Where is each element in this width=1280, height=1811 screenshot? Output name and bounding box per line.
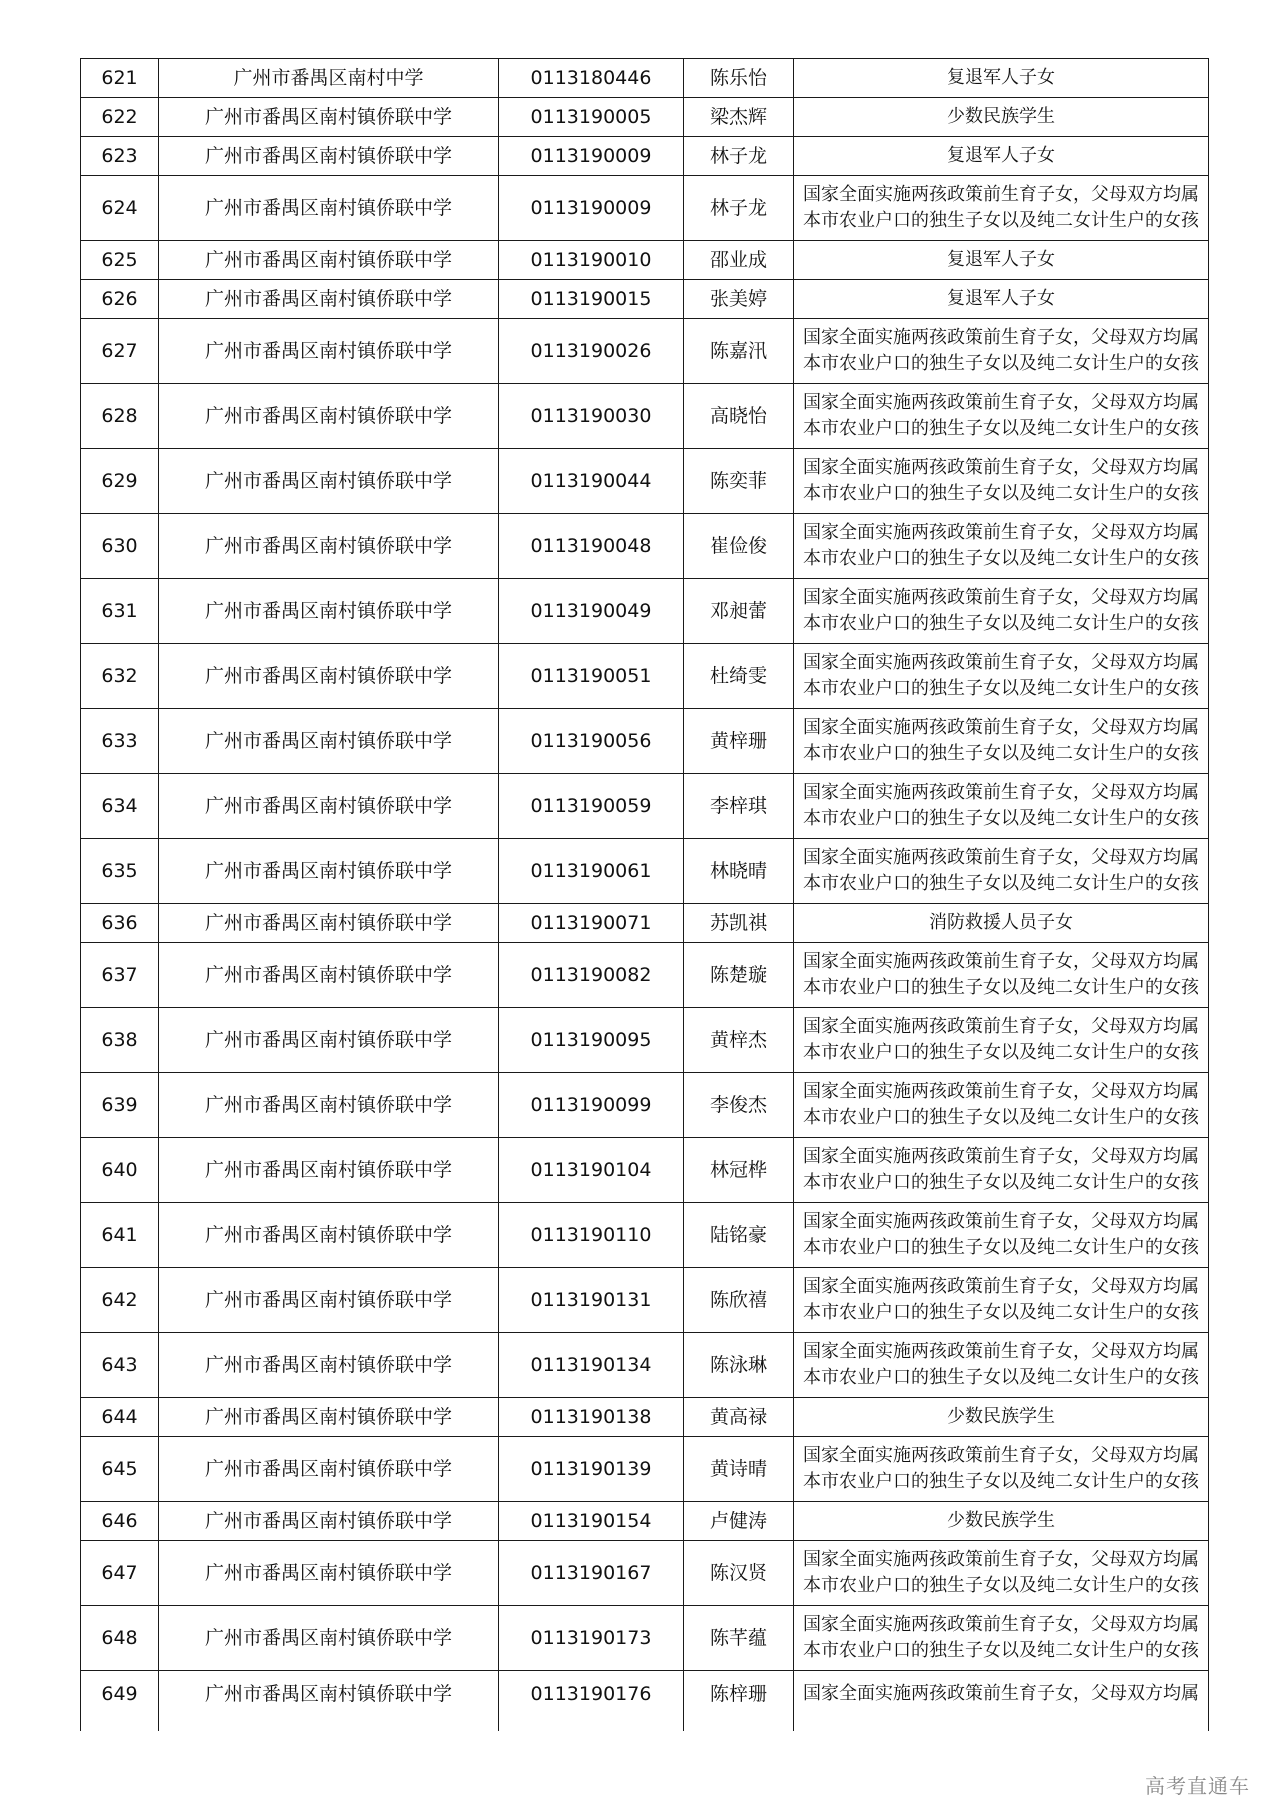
student-name-cell: 陈嘉汛 <box>684 319 794 384</box>
table-row <box>81 904 1209 943</box>
school-cell: 广州市番禺区南村镇侨联中学 <box>159 774 499 839</box>
student-id-cell: 0113190048 <box>499 514 684 579</box>
row-number-cell: 645 <box>81 1437 159 1502</box>
category-line: 国家全面实施两孩政策前生育子女，父母双方均属 <box>803 1549 1199 1570</box>
category-line: 国家全面实施两孩政策前生育子女，父母双方均属 <box>803 184 1199 205</box>
category-line: 本市农业户口的独生子女以及纯二女计生户的女孩 <box>803 743 1199 764</box>
table-row <box>81 280 1209 319</box>
row-number-cell: 635 <box>81 839 159 904</box>
category-line: 国家全面实施两孩政策前生育子女，父母双方均属 <box>803 951 1199 972</box>
table-row <box>81 644 1209 709</box>
student-name-cell: 黄梓杰 <box>684 1008 794 1073</box>
student-name-cell: 李俊杰 <box>684 1073 794 1138</box>
school-cell: 广州市番禺区南村镇侨联中学 <box>159 1606 499 1671</box>
school-cell: 广州市番禺区南村镇侨联中学 <box>159 1008 499 1073</box>
row-number-cell: 644 <box>81 1398 159 1437</box>
student-id-cell: 0113190026 <box>499 319 684 384</box>
category-line: 本市农业户口的独生子女以及纯二女计生户的女孩 <box>803 353 1199 374</box>
student-name-cell: 高晓怡 <box>684 384 794 449</box>
school-cell: 广州市番禺区南村镇侨联中学 <box>159 579 499 644</box>
table-row <box>81 943 1209 1008</box>
student-name-cell: 崔俭俊 <box>684 514 794 579</box>
school-cell: 广州市番禺区南村镇侨联中学 <box>159 904 499 943</box>
row-number-cell: 631 <box>81 579 159 644</box>
category-line: 少数民族学生 <box>947 1510 1055 1531</box>
category-line: 少数民族学生 <box>947 1406 1055 1427</box>
category-cell <box>794 1502 1209 1541</box>
category-cell <box>794 514 1209 579</box>
table-row <box>81 1671 1209 1732</box>
category-cell <box>794 1268 1209 1333</box>
row-number-cell: 638 <box>81 1008 159 1073</box>
student-id-cell: 0113190051 <box>499 644 684 709</box>
table-body <box>81 59 1209 1732</box>
table-row <box>81 514 1209 579</box>
school-cell: 广州市番禺区南村镇侨联中学 <box>159 280 499 319</box>
student-id-cell: 0113190099 <box>499 1073 684 1138</box>
student-name-cell: 杜绮雯 <box>684 644 794 709</box>
watermark: 高考直通车 <box>1145 1774 1250 1798</box>
student-id-cell: 0113190139 <box>499 1437 684 1502</box>
category-line: 本市农业户口的独生子女以及纯二女计生户的女孩 <box>803 1367 1199 1388</box>
student-name-cell: 邓昶蕾 <box>684 579 794 644</box>
table-row <box>81 1541 1209 1606</box>
category-line: 本市农业户口的独生子女以及纯二女计生户的女孩 <box>803 1640 1199 1661</box>
school-cell: 广州市番禺区南村镇侨联中学 <box>159 709 499 774</box>
school-cell: 广州市番禺区南村镇侨联中学 <box>159 1138 499 1203</box>
category-line: 少数民族学生 <box>947 106 1055 127</box>
student-name-cell: 陈奕菲 <box>684 449 794 514</box>
row-number-cell: 637 <box>81 943 159 1008</box>
student-name-cell: 陈楚璇 <box>684 943 794 1008</box>
category-line: 本市农业户口的独生子女以及纯二女计生户的女孩 <box>803 1172 1199 1193</box>
table-row <box>81 1398 1209 1437</box>
category-line: 本市农业户口的独生子女以及纯二女计生户的女孩 <box>803 1237 1199 1258</box>
category-cell <box>794 1541 1209 1606</box>
category-line: 本市农业户口的独生子女以及纯二女计生户的女孩 <box>803 873 1199 894</box>
category-cell <box>794 137 1209 176</box>
category-cell <box>794 1008 1209 1073</box>
table-row <box>81 449 1209 514</box>
table-row <box>81 1203 1209 1268</box>
row-number-cell: 624 <box>81 176 159 241</box>
student-name-cell: 陈芊蕴 <box>684 1606 794 1671</box>
category-line: 本市农业户口的独生子女以及纯二女计生户的女孩 <box>803 418 1199 439</box>
student-name-cell: 黄高禄 <box>684 1398 794 1437</box>
category-line: 本市农业户口的独生子女以及纯二女计生户的女孩 <box>803 1302 1199 1323</box>
school-cell: 广州市番禺区南村镇侨联中学 <box>159 1398 499 1437</box>
row-number-cell: 636 <box>81 904 159 943</box>
table-row <box>81 176 1209 241</box>
student-name-cell: 李梓琪 <box>684 774 794 839</box>
category-line: 复退军人子女 <box>947 249 1055 270</box>
row-number-cell: 627 <box>81 319 159 384</box>
category-cell <box>794 839 1209 904</box>
row-number-cell: 621 <box>81 59 159 98</box>
student-id-cell: 0113190131 <box>499 1268 684 1333</box>
table-row <box>81 1138 1209 1203</box>
category-cell <box>794 59 1209 98</box>
row-number-cell: 639 <box>81 1073 159 1138</box>
school-cell: 广州市番禺区南村镇侨联中学 <box>159 449 499 514</box>
school-cell: 广州市番禺区南村镇侨联中学 <box>159 98 499 137</box>
category-line: 本市农业户口的独生子女以及纯二女计生户的女孩 <box>803 613 1199 634</box>
school-cell: 广州市番禺区南村镇侨联中学 <box>159 514 499 579</box>
row-number-cell: 647 <box>81 1541 159 1606</box>
category-line: 本市农业户口的独生子女以及纯二女计生户的女孩 <box>803 483 1199 504</box>
category-line: 国家全面实施两孩政策前生育子女，父母双方均属 <box>803 1081 1199 1102</box>
table-row <box>81 1437 1209 1502</box>
student-name-cell: 邵业成 <box>684 241 794 280</box>
student-name-cell: 林子龙 <box>684 137 794 176</box>
student-id-cell: 0113190009 <box>499 176 684 241</box>
student-id-cell: 0113190059 <box>499 774 684 839</box>
table-row <box>81 1333 1209 1398</box>
student-id-cell: 0113190110 <box>499 1203 684 1268</box>
school-cell: 广州市番禺区南村镇侨联中学 <box>159 644 499 709</box>
school-cell: 广州市番禺区南村镇侨联中学 <box>159 241 499 280</box>
row-number-cell: 649 <box>81 1671 159 1732</box>
school-cell: 广州市番禺区南村镇侨联中学 <box>159 1437 499 1502</box>
admission-table <box>80 58 1209 1731</box>
table-row <box>81 1073 1209 1138</box>
school-cell: 广州市番禺区南村镇侨联中学 <box>159 839 499 904</box>
row-number-cell: 630 <box>81 514 159 579</box>
category-cell <box>794 1333 1209 1398</box>
category-cell <box>794 449 1209 514</box>
student-id-cell: 0113190176 <box>499 1671 684 1732</box>
student-name-cell: 林晓晴 <box>684 839 794 904</box>
category-line: 国家全面实施两孩政策前生育子女，父母双方均属 <box>803 1614 1199 1635</box>
student-id-cell: 0113190044 <box>499 449 684 514</box>
school-cell: 广州市番禺区南村镇侨联中学 <box>159 1333 499 1398</box>
row-number-cell: 633 <box>81 709 159 774</box>
category-line: 国家全面实施两孩政策前生育子女，父母双方均属 <box>803 1683 1199 1704</box>
category-line: 本市农业户口的独生子女以及纯二女计生户的女孩 <box>803 678 1199 699</box>
table-row <box>81 1606 1209 1671</box>
category-cell <box>794 644 1209 709</box>
category-cell <box>794 904 1209 943</box>
student-name-cell: 陈欣禧 <box>684 1268 794 1333</box>
category-line: 本市农业户口的独生子女以及纯二女计生户的女孩 <box>803 210 1199 231</box>
category-line: 国家全面实施两孩政策前生育子女，父母双方均属 <box>803 1445 1199 1466</box>
category-cell <box>794 280 1209 319</box>
student-id-cell: 0113190138 <box>499 1398 684 1437</box>
student-name-cell: 陆铭豪 <box>684 1203 794 1268</box>
category-cell <box>794 241 1209 280</box>
category-line: 复退军人子女 <box>947 67 1055 88</box>
category-cell <box>794 1073 1209 1138</box>
category-line: 本市农业户口的独生子女以及纯二女计生户的女孩 <box>803 1107 1199 1128</box>
student-name-cell: 张美婷 <box>684 280 794 319</box>
row-number-cell: 640 <box>81 1138 159 1203</box>
school-cell: 广州市番禺区南村镇侨联中学 <box>159 1203 499 1268</box>
table-row <box>81 59 1209 98</box>
category-cell <box>794 1138 1209 1203</box>
table-row <box>81 241 1209 280</box>
student-id-cell: 0113190061 <box>499 839 684 904</box>
category-cell <box>794 384 1209 449</box>
student-id-cell: 0113190010 <box>499 241 684 280</box>
category-line: 国家全面实施两孩政策前生育子女，父母双方均属 <box>803 847 1199 868</box>
category-line: 国家全面实施两孩政策前生育子女，父母双方均属 <box>803 1276 1199 1297</box>
student-name-cell: 陈汉贤 <box>684 1541 794 1606</box>
table-row <box>81 98 1209 137</box>
student-id-cell: 0113190173 <box>499 1606 684 1671</box>
school-cell: 广州市番禺区南村镇侨联中学 <box>159 384 499 449</box>
category-line: 本市农业户口的独生子女以及纯二女计生户的女孩 <box>803 1042 1199 1063</box>
student-id-cell: 0113190104 <box>499 1138 684 1203</box>
table-row <box>81 839 1209 904</box>
category-cell <box>794 98 1209 137</box>
table-row <box>81 1502 1209 1541</box>
school-cell: 广州市番禺区南村镇侨联中学 <box>159 1073 499 1138</box>
student-id-cell: 0113190071 <box>499 904 684 943</box>
category-cell <box>794 1671 1209 1732</box>
school-cell: 广州市番禺区南村镇侨联中学 <box>159 1268 499 1333</box>
category-cell <box>794 709 1209 774</box>
category-line: 国家全面实施两孩政策前生育子女，父母双方均属 <box>803 522 1199 543</box>
category-line: 复退军人子女 <box>947 288 1055 309</box>
category-cell <box>794 1437 1209 1502</box>
category-line: 本市农业户口的独生子女以及纯二女计生户的女孩 <box>803 808 1199 829</box>
student-id-cell: 0113190009 <box>499 137 684 176</box>
school-cell: 广州市番禺区南村镇侨联中学 <box>159 1541 499 1606</box>
category-cell <box>794 1203 1209 1268</box>
table-row <box>81 1008 1209 1073</box>
category-line: 复退军人子女 <box>947 145 1055 166</box>
table-row <box>81 774 1209 839</box>
student-name-cell: 卢健涛 <box>684 1502 794 1541</box>
row-number-cell: 623 <box>81 137 159 176</box>
row-number-cell: 634 <box>81 774 159 839</box>
row-number-cell: 625 <box>81 241 159 280</box>
student-name-cell: 林冠桦 <box>684 1138 794 1203</box>
student-name-cell: 陈泳琳 <box>684 1333 794 1398</box>
category-line: 本市农业户口的独生子女以及纯二女计生户的女孩 <box>803 977 1199 998</box>
category-line: 国家全面实施两孩政策前生育子女，父母双方均属 <box>803 782 1199 803</box>
school-cell: 广州市番禺区南村中学 <box>159 59 499 98</box>
category-line: 国家全面实施两孩政策前生育子女，父母双方均属 <box>803 717 1199 738</box>
category-cell <box>794 1606 1209 1671</box>
school-cell: 广州市番禺区南村镇侨联中学 <box>159 1502 499 1541</box>
student-id-cell: 0113190095 <box>499 1008 684 1073</box>
category-cell <box>794 579 1209 644</box>
category-cell <box>794 943 1209 1008</box>
table-row <box>81 1268 1209 1333</box>
category-line: 国家全面实施两孩政策前生育子女，父母双方均属 <box>803 1211 1199 1232</box>
category-line: 消防救援人员子女 <box>929 912 1073 933</box>
row-number-cell: 622 <box>81 98 159 137</box>
category-line: 本市农业户口的独生子女以及纯二女计生户的女孩 <box>803 548 1199 569</box>
category-line: 本市农业户口的独生子女以及纯二女计生户的女孩 <box>803 1575 1199 1596</box>
student-id-cell: 0113190154 <box>499 1502 684 1541</box>
category-line: 国家全面实施两孩政策前生育子女，父母双方均属 <box>803 1016 1199 1037</box>
student-name-cell: 林子龙 <box>684 176 794 241</box>
table-row <box>81 579 1209 644</box>
school-cell: 广州市番禺区南村镇侨联中学 <box>159 176 499 241</box>
category-line: 国家全面实施两孩政策前生育子女，父母双方均属 <box>803 392 1199 413</box>
row-number-cell: 643 <box>81 1333 159 1398</box>
student-id-cell: 0113180446 <box>499 59 684 98</box>
school-cell: 广州市番禺区南村镇侨联中学 <box>159 1671 499 1732</box>
category-cell <box>794 176 1209 241</box>
school-cell: 广州市番禺区南村镇侨联中学 <box>159 943 499 1008</box>
category-cell <box>794 319 1209 384</box>
category-cell <box>794 774 1209 839</box>
category-line: 本市农业户口的独生子女以及纯二女计生户的女孩 <box>803 1471 1199 1492</box>
student-id-cell: 0113190134 <box>499 1333 684 1398</box>
category-line: 国家全面实施两孩政策前生育子女，父母双方均属 <box>803 1341 1199 1362</box>
table-row <box>81 384 1209 449</box>
student-name-cell: 苏凯祺 <box>684 904 794 943</box>
table-row <box>81 319 1209 384</box>
row-number-cell: 626 <box>81 280 159 319</box>
row-number-cell: 628 <box>81 384 159 449</box>
row-number-cell: 629 <box>81 449 159 514</box>
school-cell: 广州市番禺区南村镇侨联中学 <box>159 137 499 176</box>
category-cell <box>794 1398 1209 1437</box>
row-number-cell: 646 <box>81 1502 159 1541</box>
student-name-cell: 梁杰辉 <box>684 98 794 137</box>
school-cell: 广州市番禺区南村镇侨联中学 <box>159 319 499 384</box>
student-name-cell: 陈乐怡 <box>684 59 794 98</box>
student-id-cell: 0113190049 <box>499 579 684 644</box>
table-row <box>81 709 1209 774</box>
student-id-cell: 0113190056 <box>499 709 684 774</box>
student-id-cell: 0113190030 <box>499 384 684 449</box>
row-number-cell: 641 <box>81 1203 159 1268</box>
student-id-cell: 0113190167 <box>499 1541 684 1606</box>
student-id-cell: 0113190005 <box>499 98 684 137</box>
category-line: 国家全面实施两孩政策前生育子女，父母双方均属 <box>803 457 1199 478</box>
table-row <box>81 137 1209 176</box>
student-name-cell: 陈梓珊 <box>684 1671 794 1732</box>
row-number-cell: 648 <box>81 1606 159 1671</box>
row-number-cell: 642 <box>81 1268 159 1333</box>
category-line: 国家全面实施两孩政策前生育子女，父母双方均属 <box>803 1146 1199 1167</box>
category-line: 国家全面实施两孩政策前生育子女，父母双方均属 <box>803 587 1199 608</box>
category-line: 国家全面实施两孩政策前生育子女，父母双方均属 <box>803 652 1199 673</box>
student-id-cell: 0113190082 <box>499 943 684 1008</box>
student-id-cell: 0113190015 <box>499 280 684 319</box>
category-line: 国家全面实施两孩政策前生育子女，父母双方均属 <box>803 327 1199 348</box>
row-number-cell: 632 <box>81 644 159 709</box>
student-name-cell: 黄梓珊 <box>684 709 794 774</box>
student-name-cell: 黄诗晴 <box>684 1437 794 1502</box>
